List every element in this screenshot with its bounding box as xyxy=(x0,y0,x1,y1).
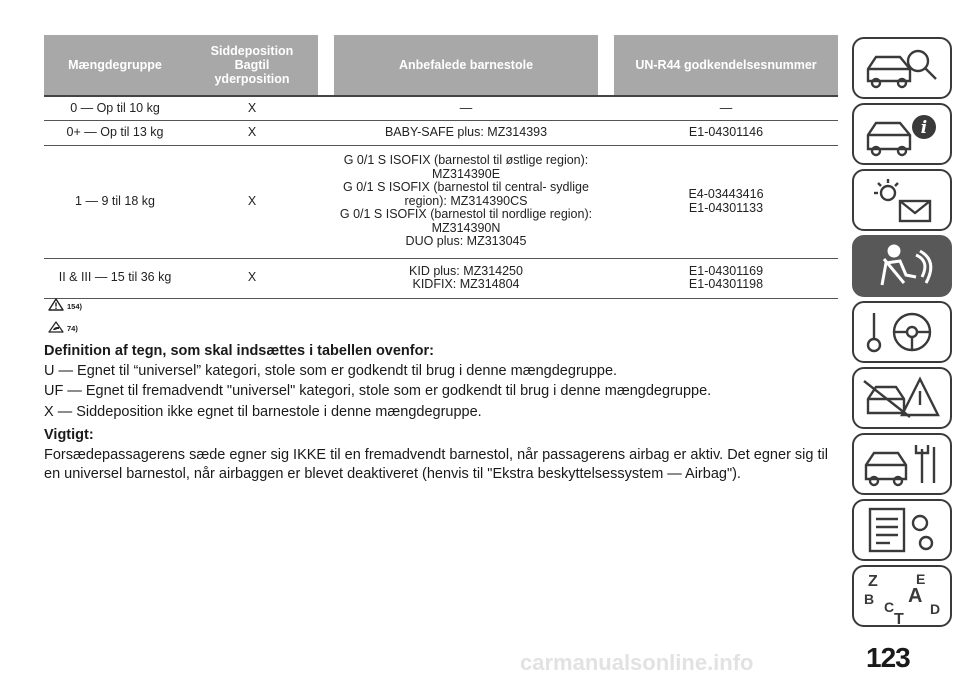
header-recommended-seats: Anbefalede barnestole xyxy=(334,35,598,96)
cell-approval-number: — xyxy=(614,96,838,120)
table-row xyxy=(44,258,838,298)
table-row xyxy=(44,120,838,145)
svg-text:D: D xyxy=(930,601,941,617)
car-info-icon xyxy=(860,109,944,159)
cell-seat-position: X xyxy=(186,145,318,258)
car-search-icon xyxy=(860,43,944,93)
svg-text:T: T xyxy=(894,611,904,624)
seatbelt-airbag-icon xyxy=(860,241,944,291)
sidebar-tab-technical-data[interactable] xyxy=(852,499,952,561)
sidebar-tab-index[interactable] xyxy=(852,565,952,627)
sidebar-tab-maintenance[interactable] xyxy=(852,433,952,495)
cell-seat-position: X xyxy=(186,258,318,298)
sidebar-tab-starting-driving[interactable] xyxy=(852,301,952,363)
important-body: Forsædepassagerens sæde egner sig IKKE til en fremadvendt barnestol, når passagerens airbag er aktiv. Det egner sig til en universel barnestol, når airbaggen er blevet deaktiveret (henvis til "Ekstra beskyttelsessystem — Airbag"). xyxy=(44,447,828,482)
warning-triangle-icon xyxy=(48,298,64,311)
note-reference-number: 74) xyxy=(67,324,78,333)
car-wrench-icon xyxy=(860,439,944,489)
svg-text:C: C xyxy=(884,599,895,615)
definition-uf: UF — Egnet til fremadvendt "universel" kategori, stole som er godkendt til brug i denne mængdegruppe. xyxy=(44,383,712,399)
svg-text:B: B xyxy=(864,591,875,607)
index-letters-icon xyxy=(860,568,944,624)
cell-seat-position: X xyxy=(186,120,318,145)
header-approval-number: UN-R44 godkendelsesnummer xyxy=(614,35,838,96)
warning-reference-number: 154) xyxy=(67,302,83,311)
sidebar-tab-dashboard-lights[interactable] xyxy=(852,169,952,231)
sidebar-tab-emergency[interactable] xyxy=(852,367,952,429)
important-heading: Vigtigt: xyxy=(44,427,94,443)
cell-weight-group: 0 — Op til 10 kg xyxy=(44,96,186,120)
warning-reference[interactable] xyxy=(48,298,82,311)
cell-weight-group: II & III — 15 til 36 kg xyxy=(44,258,186,298)
dashboard-light-mail-icon xyxy=(860,175,944,225)
svg-text:E: E xyxy=(916,571,926,587)
cell-approval-number: E4-03443416 E1-04301133 xyxy=(614,145,838,258)
key-steering-wheel-icon xyxy=(860,307,944,357)
table-header-row xyxy=(44,35,838,96)
header-weight-group: Mængdegruppe xyxy=(44,35,186,96)
car-warning-icon xyxy=(860,373,944,423)
svg-text:Z: Z xyxy=(868,573,878,590)
cell-recommended-seats: G 0/1 S ISOFIX (barnestol til østlige region): MZ314390E G 0/1 S ISOFIX (barnestol til central- sydlige region): MZ314390CS G 0/1 S ISOFIX (barnestol til nordlige region): MZ314390N DUO plus: MZ313045 xyxy=(334,145,598,258)
list-settings-icon xyxy=(860,505,944,555)
cell-approval-number: E1-04301146 xyxy=(614,120,838,145)
cell-recommended-seats: KID plus: MZ314250 KIDFIX: MZ314804 xyxy=(334,258,598,298)
note-reference[interactable] xyxy=(48,321,78,333)
table-row xyxy=(44,145,838,258)
hand-note-icon xyxy=(48,321,64,333)
svg-text:i: i xyxy=(920,118,928,138)
header-gap xyxy=(318,35,334,96)
cell-weight-group: 1 — 9 til 18 kg xyxy=(44,145,186,258)
definition-heading: Definition af tegn, som skal indsættes i tabellen ovenfor: xyxy=(44,343,434,359)
svg-text:A: A xyxy=(908,585,923,607)
header-gap xyxy=(598,35,614,96)
child-seat-table xyxy=(44,35,838,299)
sidebar-tab-car-info[interactable] xyxy=(852,103,952,165)
table-row xyxy=(44,96,838,120)
cell-recommended-seats: — xyxy=(334,96,598,120)
watermark-footer: carmanualsonline.info xyxy=(520,650,754,675)
cell-approval-number: E1-04301169 E1-04301198 xyxy=(614,258,838,298)
sidebar-tab-car-search[interactable] xyxy=(852,37,952,99)
definition-x: X — Siddeposition ikke egnet til barnestole i denne mængdegruppe. xyxy=(44,404,482,420)
header-seat-position: Siddeposition Bagtil yderposition xyxy=(186,35,318,96)
sidebar-tab-safety[interactable] xyxy=(852,235,952,297)
cell-weight-group: 0+ — Op til 13 kg xyxy=(44,120,186,145)
cell-seat-position: X xyxy=(186,96,318,120)
cell-recommended-seats: BABY-SAFE plus: MZ314393 xyxy=(334,120,598,145)
definition-u: U — Egnet til “universel” kategori, stole som er godkendt til brug i denne mængdegruppe. xyxy=(44,363,618,379)
page-number: 123 xyxy=(866,642,910,673)
